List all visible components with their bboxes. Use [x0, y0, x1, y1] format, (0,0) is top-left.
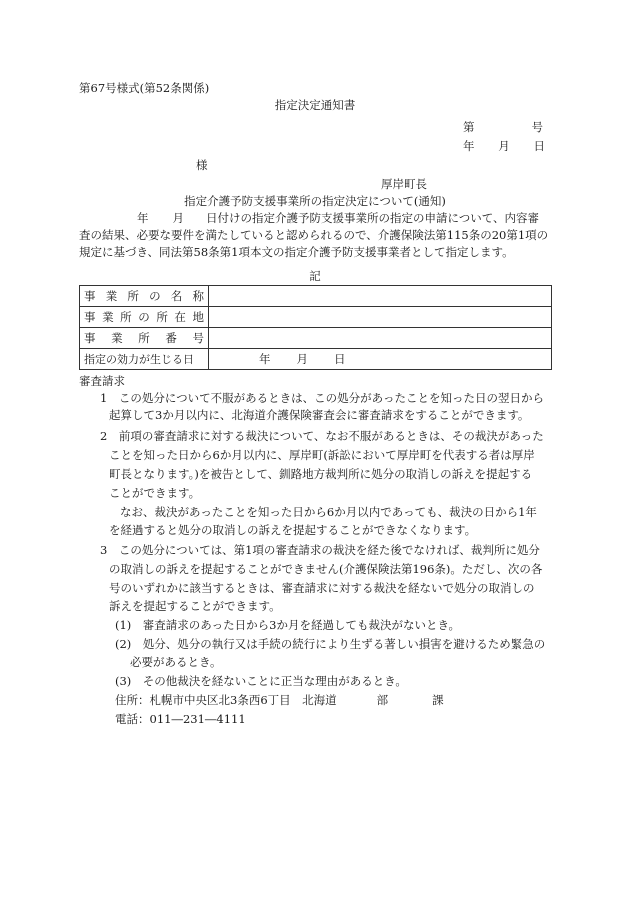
- appeal-heading: 審査請求: [79, 374, 125, 388]
- address-text: 住所：札幌市中央区北3条西6丁目 北海道: [115, 693, 337, 707]
- appeal-line: の取消しの訴えを提起することができません(介護保険法第196条)。ただし、次の各: [109, 562, 543, 576]
- date-month: 月: [498, 139, 510, 153]
- number-prefix: 第: [463, 120, 475, 134]
- appeal-line: ことができます。: [109, 486, 201, 500]
- issuer: 厚岸町長: [381, 177, 427, 191]
- document-title: 指定決定通知書: [274, 98, 356, 112]
- section-label: 課: [432, 693, 444, 707]
- department-label: 部: [376, 693, 389, 707]
- label-char: 事: [84, 330, 96, 345]
- appeal-line: 1 この処分について不服があるときは、この処分があったことを知った日の翌日から: [100, 391, 544, 405]
- appeal-line: 3 この処分については、第1項の審査請求の裁決を経た後でなければ、裁判所に処分: [100, 543, 540, 557]
- eff-month: 月: [296, 351, 308, 366]
- label-char: 名: [170, 288, 183, 303]
- ki-marker: 記: [309, 269, 321, 283]
- label-char: 業: [105, 288, 118, 303]
- label-char: 番: [165, 330, 177, 345]
- table-row: [80, 328, 552, 349]
- body-line: 査の結果、必要な要件を満たしていると認められるので、介護保険法第115条の20第1項の: [79, 228, 549, 242]
- contact-address: [115, 692, 444, 709]
- appeal-line: 起算して3か月以内に、北海道介護保険審査会に審査請求をすることができます。: [109, 408, 530, 422]
- row-label: [80, 328, 209, 349]
- appeal-line: 号のいずれかに該当するときは、審査請求に対する裁決を経ないで処分の取消しの: [109, 581, 535, 595]
- appeal-line: 町長となります。)を被告として、釧路地方裁判所に処分の取消しの訴えを提起する: [109, 467, 533, 481]
- label-char: の: [149, 288, 161, 303]
- date-year: 年: [463, 139, 475, 153]
- label-char: 業: [102, 309, 114, 324]
- body-month: 月: [172, 211, 184, 225]
- label-char: 所: [127, 288, 139, 303]
- date-day: 日: [533, 139, 545, 153]
- label-char: 地: [192, 309, 204, 324]
- body-text: [79, 210, 554, 261]
- document-date: [463, 138, 545, 155]
- spaced-label: [84, 330, 204, 347]
- appeal-line: なお、裁決があったことを知った日から6か月以内であっても、裁決の日から1年: [120, 505, 537, 519]
- number-suffix: 号: [531, 120, 543, 134]
- label-char: 事: [84, 288, 96, 303]
- spaced-label: [84, 309, 204, 326]
- appeal-subitem: (1) 審査請求のあった日から3か月を経過しても裁決がないとき。: [115, 618, 461, 632]
- effective-date-value: [209, 349, 552, 370]
- row-label: 指定の効力が生じる日: [80, 349, 209, 370]
- label-char: 所: [120, 309, 132, 324]
- appeal-subitem: (3) その他裁決を経ないことに正当な理由があるとき。: [115, 674, 407, 688]
- subject-line: 指定介護予防支援事業所の指定決定について(通知): [184, 194, 446, 208]
- row-value: [209, 286, 552, 307]
- appeal-line: を経過すると処分の取消しの訴えを提起することができなくなります。: [109, 523, 477, 537]
- body-year: 年: [137, 211, 149, 225]
- label-char: 在: [174, 309, 186, 324]
- appeal-subitem: (2) 処分、処分の執行又は手続の続行により生ずる著しい損害を避けるため緊急の: [115, 637, 546, 651]
- contact-phone: 電話：011―231―4111: [115, 712, 246, 726]
- eff-day: 日: [334, 351, 346, 366]
- appeal-subitem: 必要があるとき。: [130, 655, 222, 669]
- label-char: 業: [111, 330, 123, 345]
- table-row: [80, 307, 552, 328]
- row-value: [209, 307, 552, 328]
- label-char: の: [138, 309, 150, 324]
- form-label: 第67号様式(第52条関係): [79, 81, 210, 95]
- body-line: 規定に基づき、同法第58条第1項本文の指定介護予防支援事業者として指定します。: [79, 245, 514, 259]
- label-char: 号: [192, 330, 204, 345]
- body-line1-rest: 日付けの指定介護予防支援事業所の指定の申請について、内容審: [206, 211, 540, 225]
- document-number: [463, 119, 543, 136]
- label-char: 所: [156, 309, 168, 324]
- facility-info-table: [79, 285, 552, 370]
- addressee: 様: [196, 158, 208, 172]
- table-row: [80, 286, 552, 307]
- body-line: [79, 210, 554, 227]
- label-char: 所: [138, 330, 150, 345]
- spaced-label: [84, 288, 204, 305]
- label-char: 称: [192, 288, 204, 303]
- row-value: [209, 328, 552, 349]
- label-char: 事: [84, 309, 96, 324]
- row-label: [80, 307, 209, 328]
- row-label: [80, 286, 209, 307]
- appeal-line: ことを知った日から6か月以内に、厚岸町(訴訟において厚岸町を代表する者は厚岸: [109, 448, 535, 462]
- eff-year: 年: [259, 351, 271, 366]
- appeal-line: 訴えを提起することができます。: [109, 599, 281, 613]
- table-row: [80, 349, 552, 370]
- appeal-line: 2 前項の審査請求に対する裁決について、なお不服があるときは、その裁決があった: [100, 429, 544, 443]
